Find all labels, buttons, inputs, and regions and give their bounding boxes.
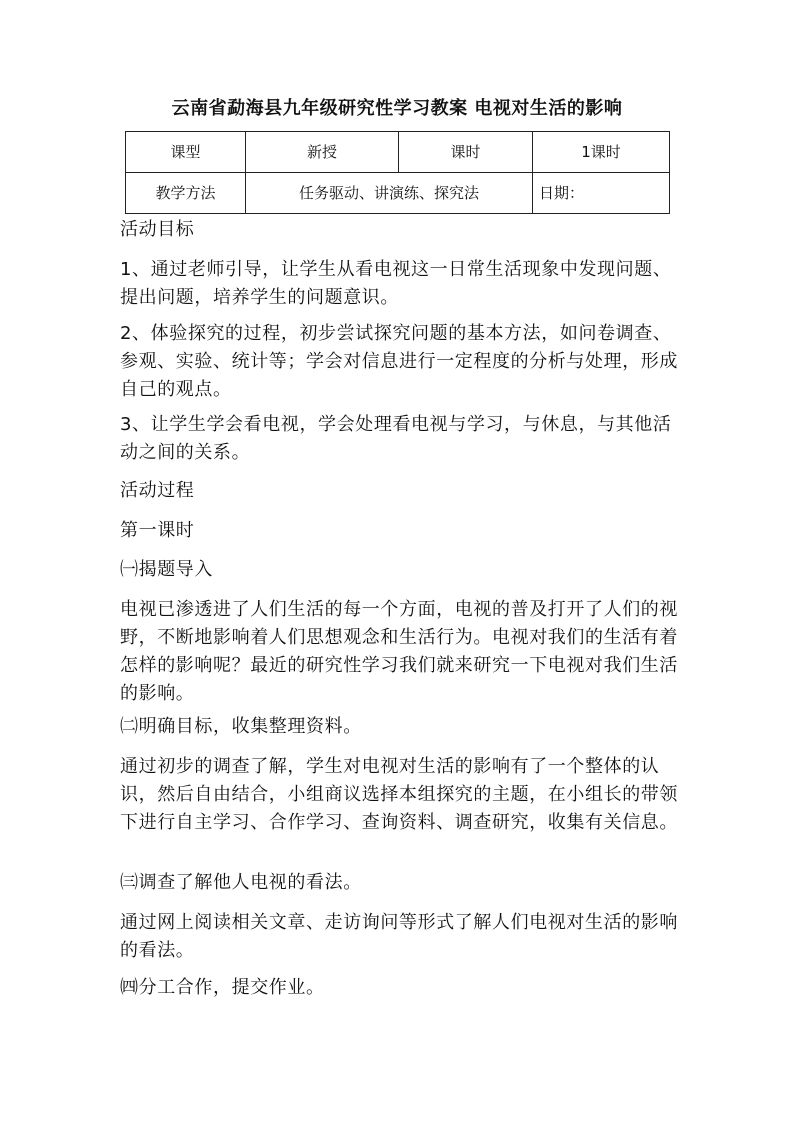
lesson-one-heading: 第一课时: [120, 520, 195, 541]
step-4-heading: ㈣分工合作，提交作业。: [120, 977, 325, 998]
table-cell-lesson-type-value: 新授: [246, 132, 399, 173]
step-2-text: 通过初步的调查了解，学生对电视对生活的影响有了一个整体的认识，然后自由结合，小组商议选择本组探究的主题，在小组长的带领下进行自主学习、合作学习、查询资料、调查研究，收集有关信息。: [120, 756, 678, 833]
table-cell-method-value: 任务驱动、讲演练、探究法: [246, 173, 533, 214]
process-heading: 活动过程: [120, 480, 195, 501]
table-row: [126, 132, 670, 173]
table-cell-periods-label: 课时: [399, 132, 533, 173]
table-cell-periods-value: 1课时: [533, 132, 670, 173]
table-row: [126, 173, 670, 214]
goal-1: 1、通过老师引导，让学生从看电视这一日常生活现象中发现问题、提出问题，培养学生的问题意识。: [120, 259, 672, 308]
document-title: 云南省勐海县九年级研究性学习教案 电视对生活的影响: [171, 98, 623, 119]
step-1-text: 电视已渗透进了人们生活的每一个方面，电视的普及打开了人们的视野，不断地影响着人们思想观念和生活行为。电视对我们的生活有着怎样的影响呢？最近的研究性学习我们就来研究一下电视对我们生活的影响。: [120, 599, 678, 704]
lesson-info-table: [125, 131, 670, 214]
step-2-heading: ㈡明确目标，收集整理资料。: [120, 716, 362, 737]
table-cell-lesson-type-label: 课型: [126, 132, 246, 173]
goals-heading: 活动目标: [120, 219, 195, 240]
goal-3: 3、让学生学会看电视，学会处理看电视与学习，与休息，与其他活动之间的关系。: [120, 414, 672, 463]
step-3-text: 通过网上阅读相关文章、走访询问等形式了解人们电视对生活的影响的看法。: [120, 912, 678, 961]
table-cell-date-label: 日期：: [533, 173, 670, 214]
step-3-heading: ㈢调查了解他人电视的看法。: [120, 872, 362, 893]
step-1-heading: ㈠揭题导入: [120, 559, 213, 580]
table-cell-method-label: 教学方法: [126, 173, 246, 214]
goal-2: 2、体验探究的过程，初步尝试探究问题的基本方法，如问卷调查、参观、实验、统计等；学会对信息进行一定程度的分析与处理，形成自己的观点。: [120, 323, 678, 400]
